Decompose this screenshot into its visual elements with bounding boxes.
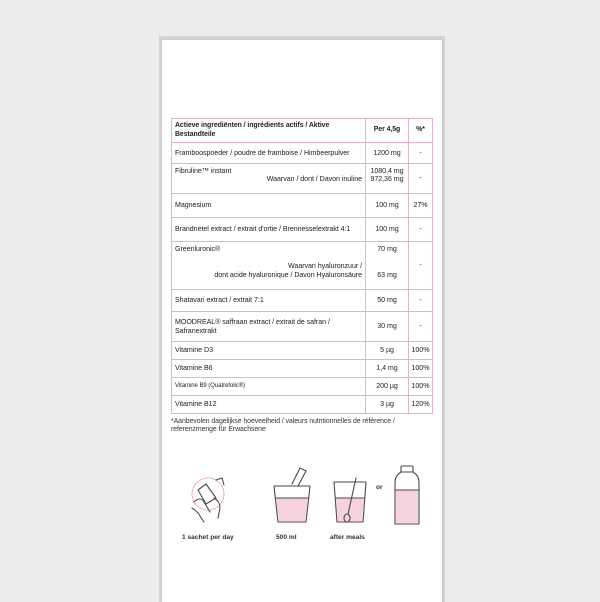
footnote: *Aanbevolen dagelijkse hoeveelheid / valeurs nutritionnelles de référence / referenzmenge für Erwachsene — [171, 418, 395, 434]
row-name-multi — [172, 164, 366, 194]
row-pct: 100% — [409, 342, 433, 360]
nutrition-card — [171, 118, 432, 435]
nutrition-table — [171, 118, 433, 414]
row-name: Framboospoeder / poudre de framboise / Himbeerpulver — [172, 143, 366, 164]
header-pct: %* — [409, 119, 433, 143]
row-pct: 100% — [409, 360, 433, 378]
table-row — [172, 164, 433, 194]
table-row — [172, 143, 433, 164]
table-row — [172, 360, 433, 378]
row-pct: 100% — [409, 378, 433, 396]
row-name: Vitamine B6 — [172, 360, 366, 378]
header-ingredients: Actieve ingrediënten / ingrédients actifs / Aktive Bestandteile — [172, 119, 366, 143]
row-pct: 27% — [409, 194, 433, 218]
row-name: Brandnetel extract / extrait d'ortie / Brennesselextrakt 4:1 — [172, 218, 366, 242]
table-row — [172, 290, 433, 312]
usage-instructions — [170, 462, 432, 552]
row-amount: 70 mg — [377, 245, 397, 253]
header-amount: Per 4,5g — [366, 119, 409, 143]
row-pct: - — [409, 312, 433, 342]
row-amount: 30 mg — [366, 312, 409, 342]
table-row — [172, 342, 433, 360]
row-pct: - — [409, 290, 433, 312]
row-amount: 50 mg — [366, 290, 409, 312]
water-glass-icon — [270, 464, 314, 526]
row-amount-sub: 972,36 mg — [370, 175, 404, 184]
row-amount: 1,4 mg — [366, 360, 409, 378]
table-row — [172, 218, 433, 242]
row-subname: Waarvan hyaluronzuur / — [288, 262, 362, 271]
row-amount: 1080,4 mg — [370, 167, 404, 175]
table-row — [172, 194, 433, 218]
or-label: or — [376, 484, 383, 491]
row-amount: 200 µg — [366, 378, 409, 396]
row-subname: Waarvan / dont / Davon inuline — [266, 175, 362, 184]
table-row — [172, 312, 433, 342]
row-name: Vitamine B12 — [172, 396, 366, 414]
tear-sachet-icon — [188, 474, 232, 526]
row-name-multi — [172, 242, 366, 290]
row-pct: - — [409, 143, 433, 164]
row-amount-multi — [366, 164, 409, 194]
row-name: Shatavari extract / extrait 7:1 — [172, 290, 366, 312]
row-name: Fibruline™ instant — [175, 167, 232, 175]
table-row — [172, 378, 433, 396]
table-header-row — [172, 119, 433, 143]
row-amount: 5 µg — [366, 342, 409, 360]
meals-label: after meals — [330, 534, 365, 541]
bottle-icon — [392, 464, 422, 528]
row-amount-multi — [366, 242, 409, 290]
table-row — [172, 396, 433, 414]
row-amount-sub: 63 mg — [377, 271, 397, 280]
stir-glass-icon — [330, 476, 370, 528]
row-name: Vitamine B9 (Quatrefolic®) — [172, 378, 366, 396]
row-name: Magnesium — [172, 194, 366, 218]
row-pct: - — [409, 164, 433, 194]
row-pct: - — [409, 242, 433, 290]
row-pct: - — [409, 218, 433, 242]
sachet-label: 1 sachet per day — [182, 534, 234, 541]
row-amount: 100 mg — [366, 218, 409, 242]
row-name: Greenluronic® — [175, 245, 221, 253]
row-amount: 100 mg — [366, 194, 409, 218]
row-amount: 1200 mg — [366, 143, 409, 164]
table-row — [172, 242, 433, 290]
row-name: Vitamine D3 — [172, 342, 366, 360]
row-amount: 3 µg — [366, 396, 409, 414]
row-name: MOODREAL® saffraan extract / extrait de safran / Safranextrakt — [172, 312, 366, 342]
row-pct: 120% — [409, 396, 433, 414]
row-subname: dont acide hyaluronique / Davon Hyaluronsäure — [214, 270, 362, 279]
water-label: 500 ml — [276, 534, 297, 541]
